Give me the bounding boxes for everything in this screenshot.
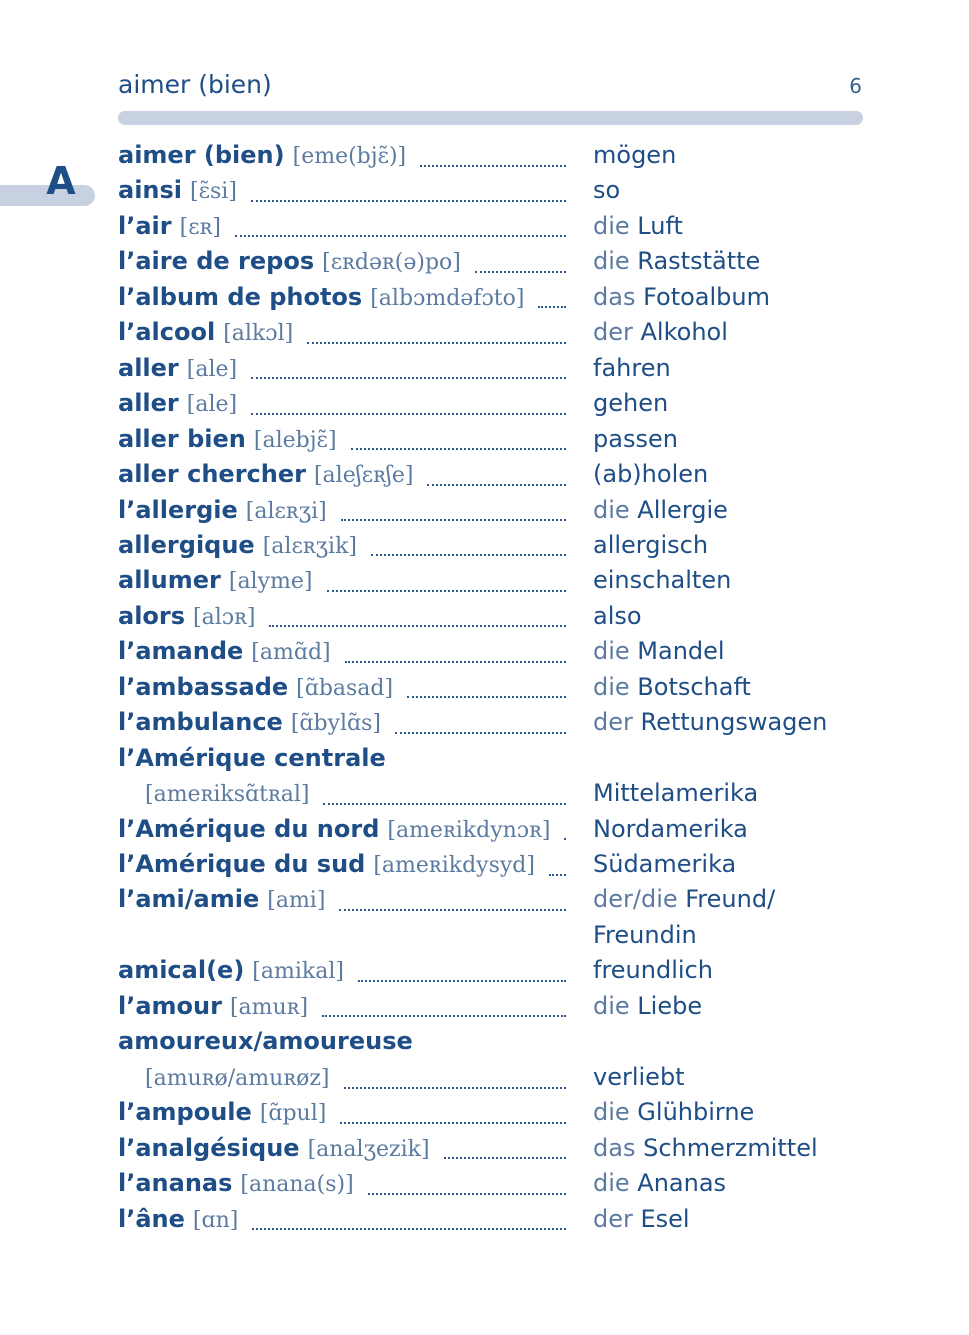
dictionary-entry (118, 280, 858, 315)
dot-leader (251, 412, 566, 415)
entry-french-side (118, 457, 570, 493)
entry-french-side (118, 351, 570, 387)
entry-term: l’alcool (118, 318, 216, 347)
entry-term: l’allergie (118, 495, 238, 524)
entry-translation (593, 1131, 818, 1166)
entry-french-side (118, 1166, 570, 1202)
dictionary-entry (118, 138, 858, 173)
entry-pronunciation: [amuʀ] (229, 994, 309, 1020)
translation-word: freundlich (593, 956, 713, 985)
dot-leader (368, 1192, 566, 1195)
entry-french-side (118, 953, 570, 989)
translation-word: also (593, 601, 642, 630)
entry-translation (593, 705, 827, 740)
entry-term: amoureux/amoureuse (118, 1027, 413, 1056)
entry-term: allumer (118, 566, 221, 595)
dot-leader (251, 376, 566, 379)
dot-leader (395, 731, 566, 734)
header-rule (118, 111, 863, 125)
dictionary-entry (118, 847, 858, 882)
entry-translation (593, 1202, 690, 1237)
entry-french-side (118, 634, 570, 670)
entry-translation (593, 1166, 726, 1201)
dot-leader (358, 979, 566, 982)
dictionary-entry (118, 1166, 858, 1201)
translation-article: der (593, 1204, 641, 1233)
translation-word: Botschaft (637, 672, 751, 701)
section-letter: A (46, 159, 76, 203)
entry-pronunciation: [alkɔl] (223, 321, 294, 347)
entry-term: alors (118, 601, 186, 630)
translation-word: einschalten (593, 566, 732, 595)
entry-pronunciation: [ɑ̃bylɑ̃s] (290, 711, 381, 737)
translation-word: mögen (593, 141, 677, 169)
entry-term: l’ami/amie (118, 885, 260, 914)
entry-french-side (118, 1095, 570, 1131)
translation-article: der (593, 708, 641, 737)
dot-leader (340, 1121, 566, 1124)
entry-french-side (118, 777, 570, 812)
dot-leader (549, 873, 566, 876)
entry-pronunciation: [alyme] (228, 569, 313, 595)
entry-french-side (118, 741, 570, 776)
entry-pronunciation: [alɔʀ] (193, 604, 256, 630)
translation-word: Liebe (637, 991, 703, 1020)
entry-term: l’amour (118, 991, 222, 1020)
entry-french-side (118, 847, 570, 883)
dot-leader (564, 837, 566, 840)
translation-word: Mittelamerika (593, 779, 759, 808)
entry-term: allergique (118, 530, 255, 559)
translation-word: Fotoalbum (643, 282, 771, 311)
entry-pronunciation: [ɑn] (192, 1207, 239, 1233)
entry-term: aller (118, 389, 179, 418)
translation-word: Ananas (637, 1169, 727, 1198)
dot-leader (327, 589, 567, 592)
dictionary-entry (118, 493, 858, 528)
entry-french-side (118, 989, 570, 1025)
dictionary-entry (118, 776, 858, 811)
entry-translation (593, 457, 708, 492)
entry-term: l’analgésique (118, 1133, 300, 1162)
translation-word: passen (593, 424, 678, 453)
entry-french-side (118, 315, 570, 351)
entry-pronunciation: [albɔmdəfɔto] (370, 285, 525, 311)
translation-word: Esel (640, 1204, 690, 1233)
translation-article: die (593, 672, 638, 701)
entry-pronunciation: [ɛ̃si] (190, 179, 237, 205)
entry-french-side (118, 812, 570, 848)
entry-translation (593, 351, 671, 386)
page-header-title: aimer (bien) (118, 70, 272, 99)
translation-word: Rettungswagen (640, 708, 828, 737)
translation-article: das (593, 282, 644, 311)
entry-pronunciation: [ɑ̃basad] (296, 675, 394, 701)
dictionary-entry (118, 1202, 858, 1237)
entry-translation (593, 493, 728, 528)
entry-french-side (118, 563, 570, 599)
entry-pronunciation: [amɑ̃d] (251, 640, 331, 666)
dictionary-entry (118, 918, 858, 953)
entry-translation (593, 280, 770, 315)
translation-word: Alkohol (640, 318, 728, 347)
translation-article: die (593, 1098, 638, 1127)
dot-leader (341, 518, 566, 521)
dot-leader (323, 802, 566, 805)
dictionary-entry (118, 422, 858, 457)
translation-word: (ab)holen (593, 460, 709, 489)
translation-word: Mandel (637, 637, 725, 666)
dot-leader (251, 199, 566, 202)
entry-french-side (118, 705, 570, 741)
translation-article: das (593, 1133, 644, 1162)
entry-french-side (118, 1061, 570, 1096)
dot-leader (420, 164, 566, 167)
translation-word: verliebt (593, 1062, 685, 1091)
entry-term: l’aire de repos (118, 247, 315, 276)
dot-leader (427, 483, 566, 486)
entry-french-side (118, 1024, 570, 1059)
dictionary-entry (118, 812, 858, 847)
entry-translation (593, 953, 713, 988)
dot-leader (351, 447, 566, 450)
entry-term: l’Amérique du nord (118, 814, 380, 843)
dictionary-entry (118, 457, 858, 492)
entry-term: l’Amérique centrale (118, 743, 386, 772)
entry-translation (593, 315, 728, 350)
entry-translation (593, 918, 697, 953)
entry-term: aimer (bien) (118, 141, 285, 169)
entry-term: l’amande (118, 637, 244, 666)
entry-term: l’âne (118, 1204, 185, 1233)
entry-pronunciation: [alɛʀʒi] (245, 498, 327, 524)
entry-translation (593, 244, 760, 279)
dictionary-entry (118, 315, 858, 350)
entry-pronunciation: [anana(s)] (240, 1172, 354, 1198)
translation-word: Südamerika (593, 850, 737, 878)
dot-leader (344, 1086, 566, 1089)
dictionary-entry (118, 386, 858, 421)
entry-translation (593, 882, 775, 917)
entry-pronunciation: [ale] (186, 356, 238, 382)
translation-article: die (593, 1169, 638, 1198)
dot-leader (252, 1227, 566, 1230)
entry-french-side (118, 173, 570, 209)
entry-translation (593, 812, 748, 847)
dot-leader (538, 305, 566, 308)
entry-translation (593, 422, 678, 457)
entry-term: aller chercher (118, 460, 306, 489)
entry-pronunciation: [ale] (186, 392, 238, 418)
entry-translation (593, 1060, 685, 1095)
dictionary-entry (118, 705, 858, 740)
translation-word: fahren (593, 353, 671, 382)
translation-article: der (593, 318, 641, 347)
entry-translation (593, 209, 683, 244)
dot-leader (371, 553, 566, 556)
dictionary-entry (118, 670, 858, 705)
dictionary-entry (118, 634, 858, 669)
dictionary-entry (118, 989, 858, 1024)
entry-translation (593, 634, 725, 669)
dot-leader (475, 270, 566, 273)
entry-french-side (118, 882, 570, 918)
entry-french-side (118, 1131, 570, 1167)
translation-article: die (593, 495, 638, 524)
translation-article: die (593, 637, 638, 666)
page-number: 6 (849, 74, 862, 98)
entry-pronunciation: [amikal] (252, 959, 344, 985)
dictionary-entry (118, 599, 858, 634)
dot-leader (235, 234, 566, 237)
entry-french-side (118, 386, 570, 422)
translation-word: so (593, 176, 621, 205)
entry-french-side (118, 493, 570, 529)
translation-word: Glühbirne (637, 1098, 755, 1127)
entry-term: l’ampoule (118, 1098, 252, 1127)
dictionary-entry (118, 953, 858, 988)
entry-term: ainsi (118, 176, 183, 205)
entry-pronunciation: [amuʀø/amuʀøz] (145, 1065, 330, 1091)
dot-leader (269, 624, 566, 627)
translation-word: Raststätte (637, 247, 761, 276)
dot-leader (307, 341, 566, 344)
dictionary-entry (118, 882, 858, 917)
dictionary-entry (118, 563, 858, 598)
entry-french-side (118, 209, 570, 245)
dictionary-entry (118, 1095, 858, 1130)
entry-pronunciation: [alɛʀʒik] (262, 533, 358, 559)
entry-term: l’ambulance (118, 708, 283, 737)
translation-word: Freundin (593, 920, 697, 949)
entry-translation (593, 173, 620, 208)
entry-pronunciation: [eme(bjɛ̃)] (292, 144, 407, 169)
entry-translation (593, 670, 751, 705)
entry-term: l’Amérique du sud (118, 850, 366, 878)
translation-article: die (593, 247, 638, 276)
entry-translation (593, 563, 731, 598)
entry-french-side (118, 244, 570, 280)
entry-translation (593, 1095, 754, 1130)
entry-french-side (118, 138, 570, 174)
entry-translation (593, 599, 642, 634)
dictionary-entry (118, 209, 858, 244)
translation-word: Allergie (637, 495, 728, 524)
entry-translation (593, 847, 736, 882)
entry-pronunciation: [ameʀikdynɔʀ] (387, 817, 551, 843)
dot-leader (407, 695, 566, 698)
entry-pronunciation: [ɛʀ] (179, 214, 221, 240)
entry-french-side (118, 670, 570, 706)
entry-french-side (118, 1202, 570, 1238)
dictionary-entry (118, 1060, 858, 1095)
translation-article: die (593, 211, 638, 240)
translation-article: der/die (593, 885, 686, 914)
entry-translation (593, 528, 708, 563)
entry-translation (593, 989, 702, 1024)
entry-french-side (118, 599, 570, 635)
dictionary-entry (118, 244, 858, 279)
entry-french-side (118, 422, 570, 458)
entry-pronunciation: [aleʃɛʀʃe] (313, 463, 414, 489)
translation-word: Freund/ (685, 885, 776, 914)
dictionary-entry (118, 528, 858, 563)
entry-term: aller (118, 353, 179, 382)
entry-term: l’air (118, 211, 172, 240)
entry-pronunciation: [ameʀiksɑ̃tʀal] (145, 782, 310, 808)
entry-pronunciation: [analʒezik] (307, 1136, 430, 1162)
translation-word: Luft (637, 211, 683, 240)
dictionary-entry (118, 173, 858, 208)
entry-term: aller bien (118, 424, 246, 453)
dictionary-entry (118, 1024, 858, 1059)
dot-leader (339, 908, 566, 911)
dot-leader (345, 660, 566, 663)
translation-word: allergisch (593, 530, 709, 559)
entry-pronunciation: [alebjɛ̃] (253, 427, 337, 453)
entry-french-side (118, 280, 570, 316)
entry-french-side (118, 528, 570, 564)
entry-pronunciation: [ami] (267, 888, 326, 914)
translation-word: gehen (593, 389, 669, 418)
dictionary-entry (118, 351, 858, 386)
entry-translation (593, 386, 668, 421)
entry-translation (593, 776, 758, 811)
translation-word: Nordamerika (593, 814, 748, 843)
dictionary-entry (118, 741, 858, 776)
entry-pronunciation: [ɛʀdəʀ(ə)po] (322, 250, 461, 276)
translation-word: Schmerzmittel (643, 1133, 818, 1162)
translation-article: die (593, 991, 638, 1020)
entry-pronunciation: [ameʀikdysyd] (373, 853, 535, 878)
dot-leader (322, 1014, 566, 1017)
entry-term: l’ananas (118, 1169, 233, 1198)
entry-term: amical(e) (118, 956, 245, 985)
dictionary-entry (118, 1131, 858, 1166)
entry-term: l’ambassade (118, 672, 289, 701)
entry-term: l’album de photos (118, 282, 363, 311)
entry-pronunciation: [ɑ̃pul] (259, 1101, 327, 1127)
entry-translation (593, 138, 676, 173)
dot-leader (444, 1156, 566, 1159)
